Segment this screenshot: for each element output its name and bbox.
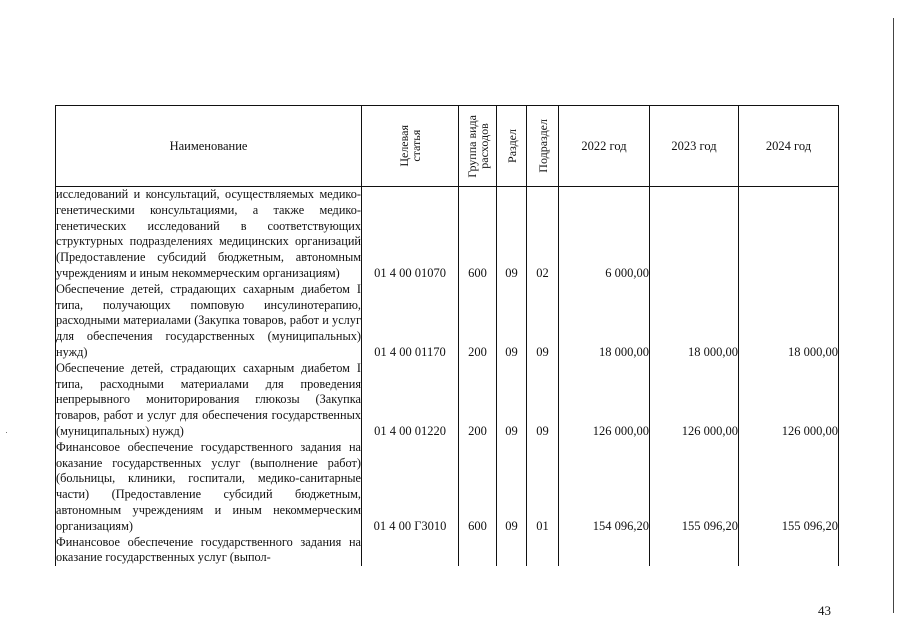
row-section — [497, 535, 527, 567]
table-row — [56, 361, 839, 440]
row-name: Финансовое обеспечение государственного задания на оказание государственных услуг (выпол- — [56, 534, 361, 565]
table-row — [56, 187, 839, 282]
row-subsection: 02 — [527, 187, 559, 282]
row-value-2023: 155 096,20 — [650, 440, 739, 535]
row-section: 09 — [497, 361, 527, 440]
row-group: 600 — [459, 440, 497, 535]
row-subsection — [527, 535, 559, 567]
scan-edge-line — [893, 18, 894, 613]
table-header-row — [56, 106, 839, 187]
row-value-2022: 18 000,00 — [559, 282, 650, 361]
row-code: 01 4 00 Г3010 — [362, 440, 459, 535]
row-value-2022 — [559, 535, 650, 567]
header-expense-group: Группа вида расходов — [459, 106, 497, 187]
row-group: 600 — [459, 187, 497, 282]
row-value-2022: 126 000,00 — [559, 361, 650, 440]
row-section: 09 — [497, 440, 527, 535]
row-value-2022: 154 096,20 — [559, 440, 650, 535]
row-value-2023: 18 000,00 — [650, 282, 739, 361]
row-code: 01 4 00 01220 — [362, 361, 459, 440]
row-value-2023: 126 000,00 — [650, 361, 739, 440]
row-subsection: 01 — [527, 440, 559, 535]
row-value-2023 — [650, 187, 739, 282]
row-value-2024: 155 096,20 — [739, 440, 839, 535]
row-value-2024 — [739, 535, 839, 567]
scan-speck — [6, 432, 7, 433]
row-value-2024: 18 000,00 — [739, 282, 839, 361]
row-value-2022: 6 000,00 — [559, 187, 650, 282]
header-year-2023: 2023 год — [650, 106, 739, 187]
row-name: Финансовое обеспечение государственного задания на оказание государственных услуг (выполнение работ) (больницы, клиники, госпитали, медико-санитарные части) (Предоставление субсидий бюджетным, автономным учреждениям и иным некоммерческим организациям) — [56, 439, 361, 533]
row-code: 01 4 00 01170 — [362, 282, 459, 361]
header-name: Наименование — [56, 106, 362, 187]
row-group — [459, 535, 497, 567]
row-name: Обеспечение детей, страдающих сахарным диабетом I типа, расходными материалами для проведения непрерывного мониторирования глюкозы (Закупка товаров, работ и услуг для обеспечения государственных (муниципальных) нужд) — [56, 360, 361, 438]
row-code: 01 4 00 01070 — [362, 187, 459, 282]
budget-table — [55, 105, 839, 566]
row-section: 09 — [497, 187, 527, 282]
row-subsection: 09 — [527, 361, 559, 440]
row-group: 200 — [459, 282, 497, 361]
row-group: 200 — [459, 361, 497, 440]
header-year-2022: 2022 год — [559, 106, 650, 187]
page-number: 43 — [818, 603, 831, 618]
row-name: Обеспечение детей, страдающих сахарным диабетом I типа, получающих помповую инсулинотерапию, расходными материалами (Закупка товаров, работ и услуг для обеспечения государственных (муниципальных) нужд) — [56, 281, 361, 359]
table-row — [56, 440, 839, 535]
header-year-2024: 2024 год — [739, 106, 839, 187]
row-name: исследований и консультаций, осуществляемых медико-генетическими консультациями, а также медико-генетических исследований в соответствующих структурных подразделениях медицинских организаций (Предоставление субсидий бюджетным, автономным учреждениям и иным некоммерческим организациям) — [56, 187, 361, 280]
table-row — [56, 282, 839, 361]
row-value-2024: 126 000,00 — [739, 361, 839, 440]
header-target-article: Целевая статья — [362, 106, 459, 187]
row-subsection: 09 — [527, 282, 559, 361]
row-section: 09 — [497, 282, 527, 361]
header-subsection: Подраздел — [527, 106, 559, 187]
row-value-2023 — [650, 535, 739, 567]
table-row — [56, 535, 839, 567]
row-code — [362, 535, 459, 567]
header-section: Раздел — [497, 106, 527, 187]
row-value-2024 — [739, 187, 839, 282]
